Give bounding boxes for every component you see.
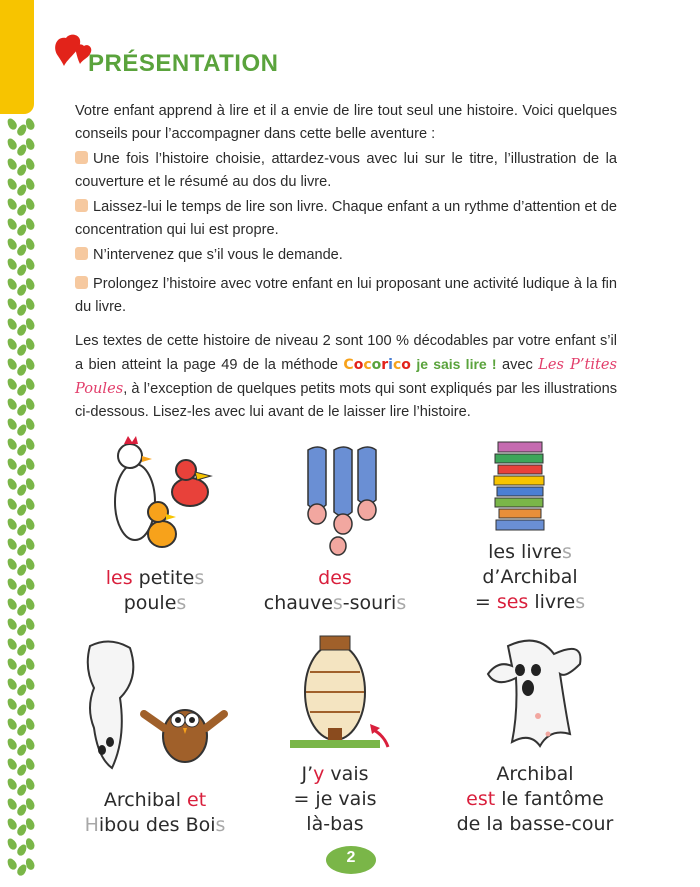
jsl-brand: je sais lire !	[416, 356, 497, 372]
vocab-les-petites-poules: les petites poules	[105, 567, 205, 614]
tip-1: Une fois l’histoire choisie, attardez-vous avec lui sur le titre, l’illustration de la couverture et le résumé au dos du livre.	[75, 151, 617, 190]
ghost-illustration	[478, 636, 588, 756]
bullet-icon	[75, 276, 88, 289]
tip-4: Prolongez l’histoire avec votre enfant en lui proposant une activité ludique à la fin du livre.	[75, 276, 617, 315]
ghost-owl-illustration	[80, 636, 230, 776]
method-paragraph: Les textes de cette histoire de niveau 2 sont 100 % décodables par votre enfant s’il a bien atteint la page 49 de la méthode Cocorico je sais lire ! avec Les P’tites Poules, à l’exception de quelques petits mots qui sont expliqués par les illustrations ci-dessous. Lisez-les avec lui avant de le laisser lire l’histoire.	[75, 333, 617, 420]
vocab-les-livres: les livres d’Archibal = ses livres	[474, 541, 586, 613]
vocab-j-y-vais: J’y vais = je vais là-bas	[293, 763, 377, 835]
tower-illustration	[290, 632, 400, 752]
bats-illustration	[300, 440, 390, 560]
page-number: 2	[346, 849, 356, 866]
page-title: PRÉSENTATION	[88, 50, 279, 77]
hens-illustration	[90, 432, 220, 560]
books-illustration	[490, 436, 550, 536]
bullet-icon	[75, 151, 88, 164]
vocab-archibal-hibou: Archibal et Hibou des Bois	[84, 789, 226, 836]
vocab-archibal-fantome: Archibal est le fantôme de la basse-cour	[456, 763, 614, 835]
corner-accent	[0, 0, 34, 100]
ptites-poules-brand: Les P’tites Poules	[75, 356, 617, 397]
tip-2: Laissez-lui le temps de lire son livre. Chaque enfant a un rythme d’attention et de concentration qui lui est propre.	[75, 199, 617, 238]
bullet-icon	[75, 247, 88, 260]
leaf-border-icon	[8, 118, 38, 878]
bullet-icon	[75, 199, 88, 212]
tip-3: N’intervenez que s’il vous le demande.	[75, 244, 617, 267]
intro-paragraph: Votre enfant apprend à lire et il a envie de lire tout seul une histoire. Voici quelques conseils pour l’accompagner dans cette belle aventure :	[75, 103, 617, 142]
cocorico-brand: Cocorico	[343, 357, 411, 373]
vocab-des-chauves-souris: des chauves-souris	[263, 567, 407, 614]
